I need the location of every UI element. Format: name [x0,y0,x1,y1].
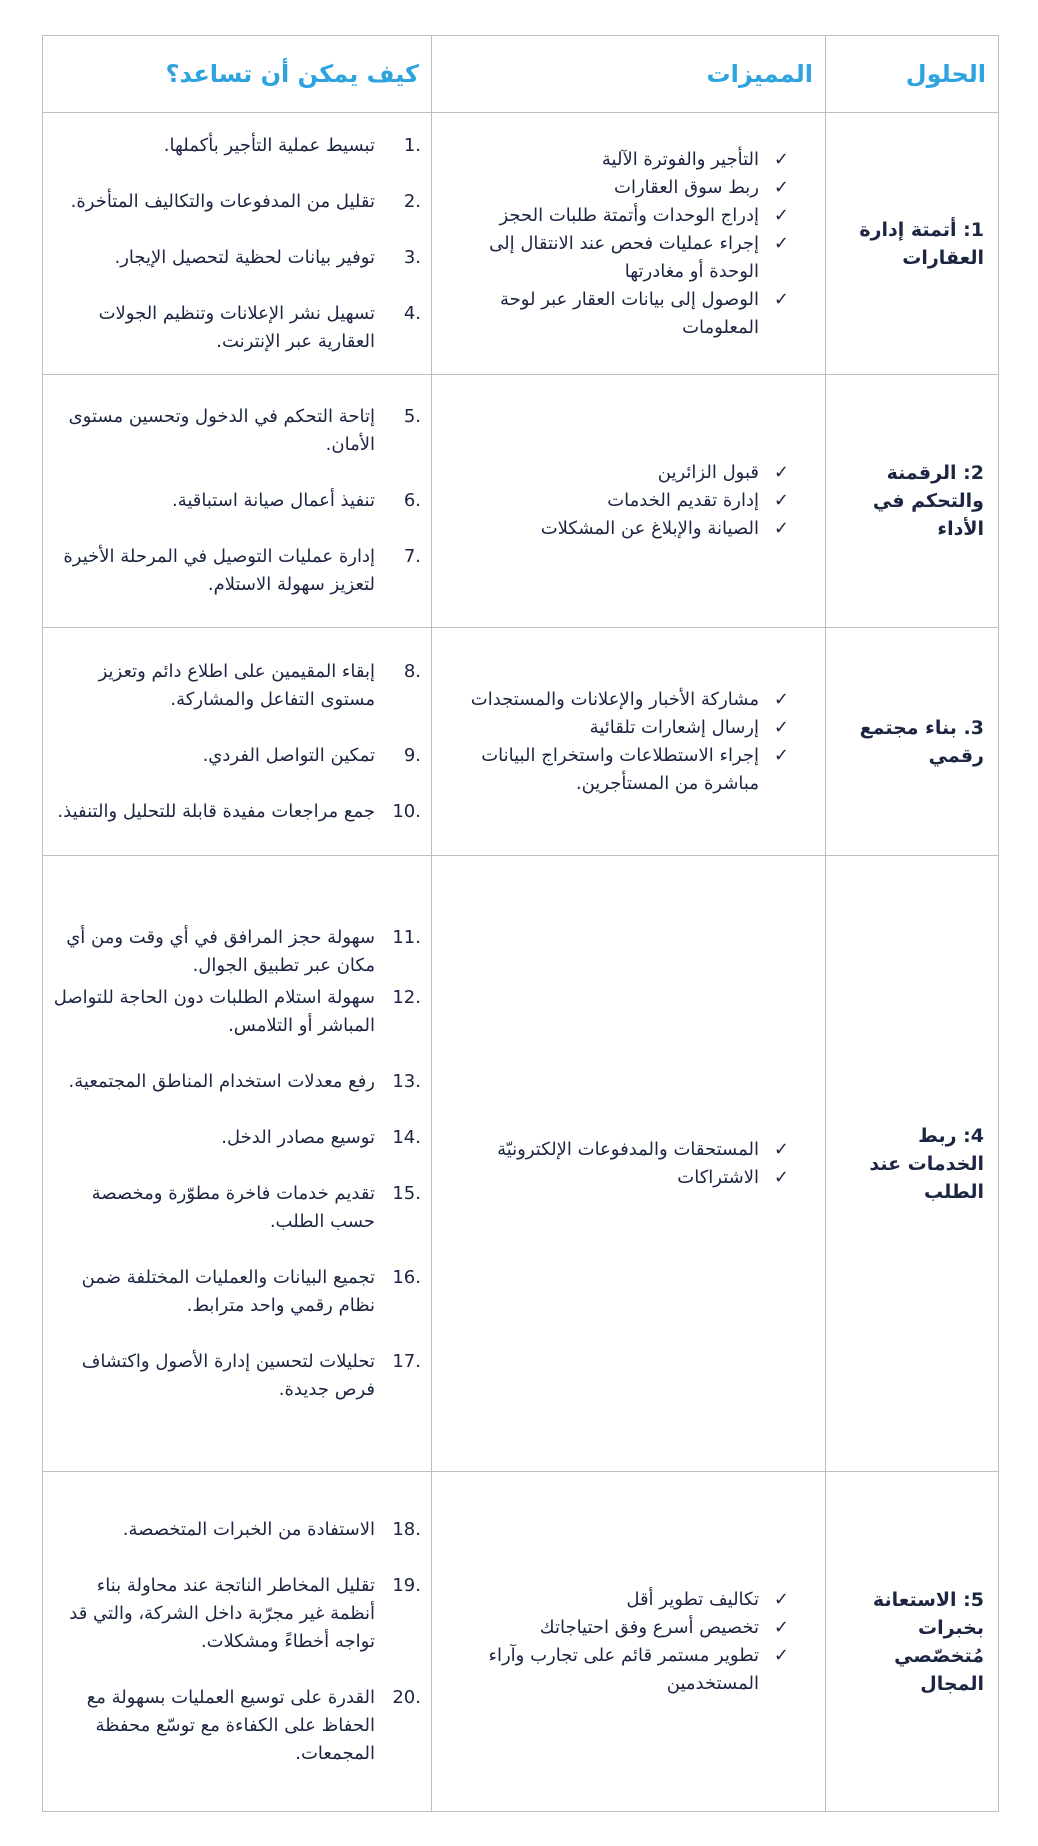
feature-text: الصيانة والإبلاغ عن المشكلات [540,518,759,539]
benefit-number: 3. [403,246,421,268]
table-row [43,856,999,1472]
feature-item [440,515,789,543]
benefit-item [53,658,421,714]
benefit-text: تقليل المخاطر الناتجة عند محاولة بناء أنظمة غير مجرّبة داخل الشركة، والتي قد تواجه أخطاءً ومشكلات. [69,1574,375,1652]
feature-text: قبول الزائرين [657,462,759,483]
benefit-item [53,244,421,272]
benefit-item [53,1180,421,1236]
features-cell [432,628,826,856]
benefit-text: توسيع مصادر الدخل. [221,1126,375,1148]
table-row [43,113,999,375]
features-list [440,1586,789,1698]
feature-item [440,1614,789,1642]
benefit-text: إدارة عمليات التوصيل في المرحلة الأخيرة لتعزيز سهولة الاستلام. [63,546,375,595]
benefit-text: الاستفادة من الخبرات المتخصصة. [122,1518,375,1540]
features-cell [432,856,826,1472]
benefit-number: 13. [392,1070,421,1092]
benefit-text: تبسيط عملية التأجير بأكملها. [163,134,375,156]
benefit-text: إتاحة التحكم في الدخول وتحسين مستوى الأمان. [68,406,375,455]
benefit-number: 6. [403,490,421,511]
solution-cell: 5: الاستعانة بخبرات مُتخصّصي المجال [826,1472,999,1812]
feature-item [440,174,789,202]
features-list [440,146,789,342]
benefit-number: 16. [392,1266,421,1288]
benefit-number: 14. [392,1126,421,1148]
benefit-number: 1. [403,134,421,156]
check-icon: ✓ [773,716,789,738]
feature-text: الاشتراكات [677,1166,759,1188]
check-icon: ✓ [773,744,789,766]
feature-text: التأجير والفوترة الآلية [601,148,759,170]
table-row [43,1472,999,1812]
check-icon: ✓ [773,288,789,310]
benefit-item [53,1348,421,1404]
table-row [43,628,999,856]
feature-text: ربط سوق العقارات [614,176,759,198]
benefit-number: 5. [403,406,421,427]
benefit-number: 18. [392,1518,421,1540]
feature-text: إجراء الاستطلاعات واستخراج البيانات مباشرة من المستأجرين. [481,744,759,794]
table-header-row [43,36,999,113]
benefit-item [53,1124,421,1152]
benefit-number: 8. [403,660,421,682]
feature-item [440,742,789,798]
feature-item [440,1586,789,1614]
feature-item [440,487,789,515]
feature-text: تخصيص أسرع وفق احتياجاتك [539,1616,759,1638]
feature-text: المستحقات والمدفوعات الإلكترونيّة [497,1138,759,1160]
benefit-text: تجميع البيانات والعمليات المختلفة ضمن نظام رقمي واحد مترابط. [81,1266,375,1316]
benefit-number: 19. [392,1574,421,1596]
benefit-number: 10. [392,800,421,822]
feature-text: إدراج الوحدات وأتمتة طلبات الحجز [499,204,759,226]
features-cell [432,1472,826,1812]
benefit-item [53,403,421,459]
benefit-number: 9. [403,744,421,766]
benefit-text: تمكين التواصل الفردي. [202,744,375,766]
benefit-item [53,1684,421,1768]
feature-text: مشاركة الأخبار والإعلانات والمستجدات [470,688,759,710]
check-icon: ✓ [773,688,789,710]
feature-item [440,146,789,174]
feature-item [440,714,789,742]
feature-text: تكاليف تطوير أقل [626,1588,759,1610]
benefits-list [53,403,421,599]
feature-item [440,1136,789,1164]
check-icon: ✓ [773,1644,789,1666]
feature-item [440,202,789,230]
benefit-item [53,742,421,770]
benefit-text: تسهيل نشر الإعلانات وتنظيم الجولات العقارية عبر الإنترنت. [98,302,375,352]
benefit-item [53,132,421,160]
feature-text: إجراء عمليات فحص عند الانتقال إلى الوحدة أو مغادرتها [489,232,759,282]
benefit-text: تقليل من المدفوعات والتكاليف المتأخرة. [70,190,375,212]
benefit-item [53,543,421,599]
solution-cell: 3. بناء مجتمع رقمي [826,628,999,856]
benefits-list [53,1516,421,1768]
benefit-number: 12. [392,986,421,1008]
benefit-text: سهولة استلام الطلبات دون الحاجة للتواصل المباشر أو التلامس. [53,986,375,1036]
benefits-list [53,132,421,356]
feature-item [440,1164,789,1192]
benefit-item [53,300,421,356]
how-it-helps-cell [43,113,432,375]
features-cell [432,375,826,628]
feature-item [440,459,789,487]
benefits-list [53,924,421,1404]
feature-item [440,230,789,286]
benefit-number: 11. [392,926,421,948]
solutions-table [42,35,999,1812]
features-list [440,459,789,543]
benefit-item [53,487,421,515]
benefit-number: 7. [403,546,421,567]
header-solutions: الحلول [826,36,999,113]
solution-cell: 2: الرقمنة والتحكم في الأداء [826,375,999,628]
features-list [440,686,789,798]
check-icon: ✓ [773,518,789,539]
benefit-text: تحليلات لتحسين إدارة الأصول واكتشاف فرص جديدة. [81,1350,375,1400]
benefit-item [53,1572,421,1656]
features-cell [432,113,826,375]
benefit-number: 20. [392,1686,421,1708]
how-it-helps-cell [43,628,432,856]
benefit-item [53,924,421,980]
header-how-it-helps: كيف يمكن أن تساعد؟ [43,36,432,113]
benefit-text: سهولة حجز المرافق في أي وقت ومن أي مكان عبر تطبيق الجوال. [66,926,375,976]
benefit-number: 15. [392,1182,421,1204]
check-icon: ✓ [773,490,789,511]
feature-item [440,686,789,714]
benefit-item [53,188,421,216]
benefit-text: إبقاء المقيمين على اطلاع دائم وتعزيز مستوى التفاعل والمشاركة. [98,660,375,710]
benefit-item [53,1516,421,1544]
check-icon: ✓ [773,1166,789,1188]
features-list [440,1136,789,1192]
benefit-item [53,1264,421,1320]
check-icon: ✓ [773,1616,789,1638]
check-icon: ✓ [773,1138,789,1160]
check-icon: ✓ [773,204,789,226]
how-it-helps-cell [43,375,432,628]
benefit-text: رفع معدلات استخدام المناطق المجتمعية. [68,1070,375,1092]
benefit-text: تقديم خدمات فاخرة مطوّرة ومخصصة حسب الطلب. [91,1182,375,1232]
feature-item [440,286,789,342]
check-icon: ✓ [773,176,789,198]
check-icon: ✓ [773,462,789,483]
solution-cell: 4: ربط الخدمات عند الطلب [826,856,999,1472]
solution-cell: 1: أتمتة إدارة العقارات [826,113,999,375]
benefit-text: تنفيذ أعمال صيانة استباقية. [171,490,375,511]
feature-text: تطوير مستمر قائم على تجارب وآراء المستخدمين [488,1644,759,1694]
feature-text: إدارة تقديم الخدمات [607,490,759,511]
benefit-text: جمع مراجعات مفيدة قابلة للتحليل والتنفيذ. [57,800,375,822]
header-features: المميزات [432,36,826,113]
how-it-helps-cell [43,1472,432,1812]
benefit-number: 4. [403,302,421,324]
how-it-helps-cell [43,856,432,1472]
feature-item [440,1642,789,1698]
feature-text: إرسال إشعارات تلقائية [589,716,759,738]
check-icon: ✓ [773,1588,789,1610]
check-icon: ✓ [773,232,789,254]
benefit-item [53,798,421,826]
benefit-item [53,984,421,1040]
benefit-number: 17. [392,1350,421,1372]
table-row [43,375,999,628]
feature-text: الوصول إلى بيانات العقار عبر لوحة المعلومات [499,288,759,338]
check-icon: ✓ [773,148,789,170]
benefit-text: توفير بيانات لحظية لتحصيل الإيجار. [114,246,375,268]
benefit-number: 2. [403,190,421,212]
benefits-list [53,658,421,826]
benefit-text: القدرة على توسيع العمليات بسهولة مع الحفاظ على الكفاءة مع توسّع محفظة المجمعات. [86,1686,375,1764]
benefit-item [53,1068,421,1096]
